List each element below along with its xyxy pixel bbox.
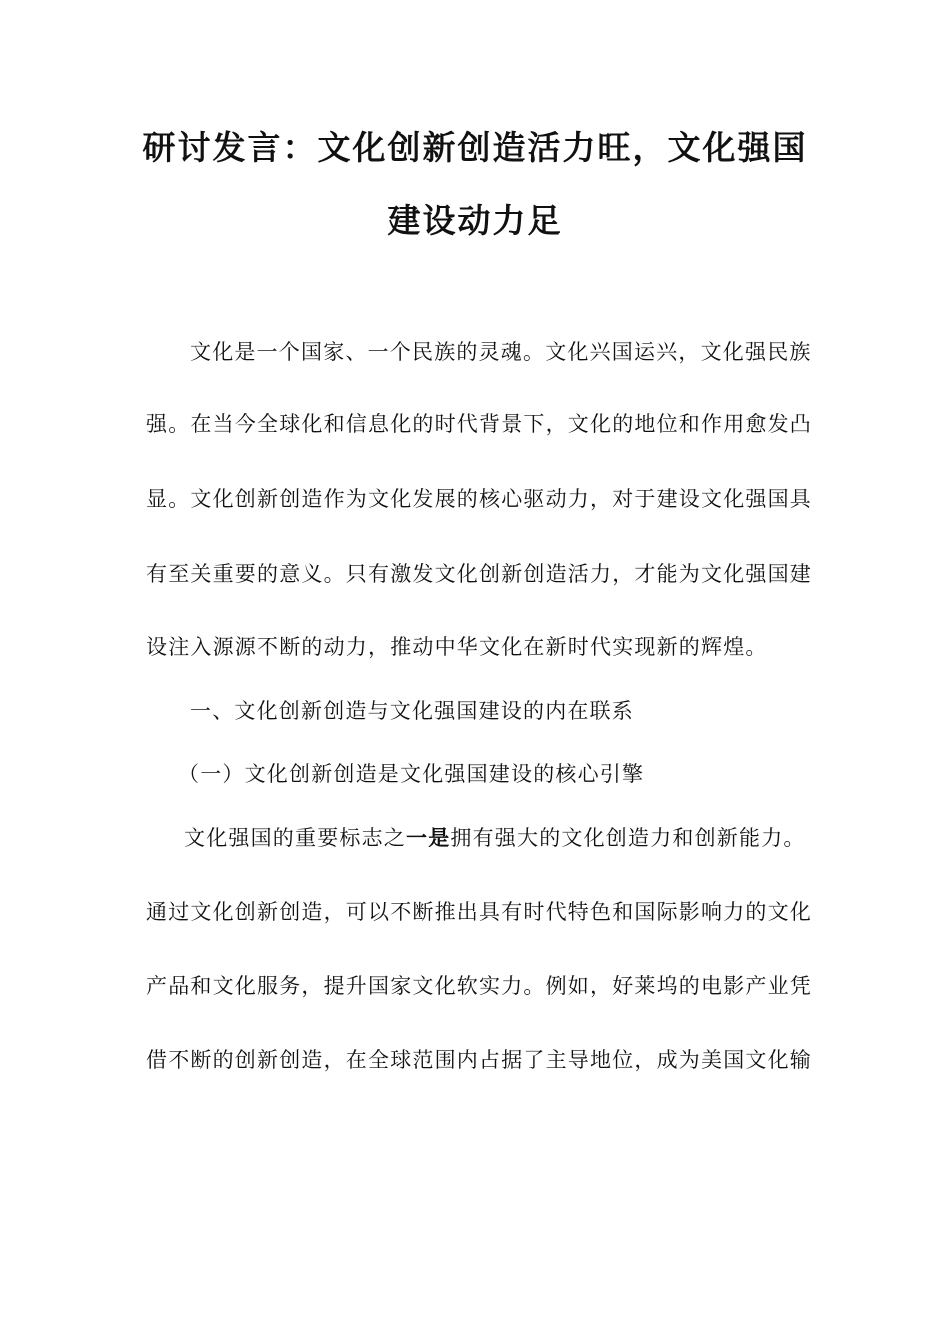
subsection-heading: （一）文化创新创造是文化强国建设的核心引擎 xyxy=(178,762,645,786)
intro-paragraph-line: 强。在当今全球化和信息化的时代背景下，文化的地位和作用愈发凸 xyxy=(146,412,812,436)
body-paragraph-line: 产品和文化服务，提升国家文化软实力。例如，好莱坞的电影产业凭 xyxy=(146,974,812,998)
body-paragraph-line: 通过文化创新创造，可以不断推出具有时代特色和国际影响力的文化 xyxy=(146,900,812,924)
body-text-segment: 拥有强大的文化创造力和创新能力。 xyxy=(450,826,806,850)
section-heading: 一、文化创新创造与文化强国建设的内在联系 xyxy=(190,699,634,723)
intro-paragraph-line: 文化是一个国家、一个民族的灵魂。文化兴国运兴，文化强民族 xyxy=(190,340,812,364)
intro-paragraph-line: 有至关重要的意义。只有激发文化创新创造活力，才能为文化强国建 xyxy=(146,562,812,586)
document-title-line-1: 研讨发言：文化创新创造活力旺，文化强国 xyxy=(142,128,808,167)
body-paragraph-line: 借不断的创新创造，在全球范围内占据了主导地位，成为美国文化输 xyxy=(146,1048,812,1072)
intro-paragraph-line: 设注入源源不断的动力，推动中华文化在新时代实现新的辉煌。 xyxy=(146,635,768,659)
body-paragraph-line xyxy=(184,824,806,852)
document-title-line-2: 建设动力足 xyxy=(387,201,563,240)
body-bold-text: 一是 xyxy=(406,825,451,850)
intro-paragraph-line: 显。文化创新创造作为文化发展的核心驱动力，对于建设文化强国具 xyxy=(146,487,812,511)
body-text-segment: 文化强国的重要标志之 xyxy=(184,826,406,850)
